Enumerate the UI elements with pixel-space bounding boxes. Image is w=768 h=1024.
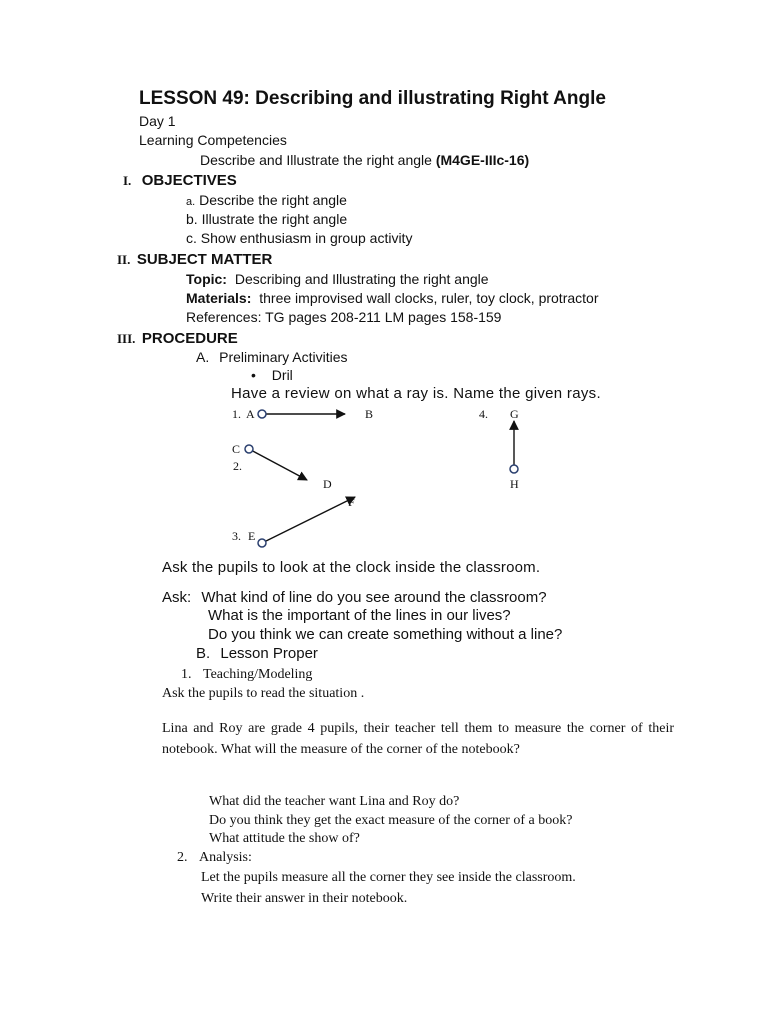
- follow-up-question: Do you think they get the exact measure of the corner of a book?: [209, 813, 573, 828]
- question-line: Do you think we can create something without a line?: [208, 626, 563, 643]
- point-label-a: A: [246, 407, 255, 421]
- objective-text: Describe the right angle: [199, 192, 347, 208]
- topic-label: Topic:: [186, 271, 227, 287]
- situation-prompt: Ask the pupils to read the situation .: [162, 686, 365, 701]
- ray-ef: [262, 497, 355, 543]
- clock-prompt: Ask the pupils to look at the clock inside the classroom.: [162, 559, 541, 576]
- objectives-numeral: I.: [123, 173, 132, 188]
- lesson-proper: [196, 645, 318, 662]
- teaching-number: 1.: [181, 667, 192, 682]
- lesson-title: LESSON 49: Describing and illustrating Right Angle: [139, 88, 606, 109]
- ray-label-1: 1.: [232, 407, 241, 421]
- preliminary-text: Preliminary Activities: [219, 349, 348, 365]
- procedure-title: PROCEDURE: [141, 330, 238, 347]
- question-line: What is the important of the lines in our lives?: [208, 607, 511, 624]
- procedure-numeral: III.: [117, 331, 136, 346]
- endpoint-e: [258, 539, 266, 547]
- ray-label-3: 3.: [232, 529, 241, 543]
- competency-text: Describe and Illustrate the right angle: [200, 152, 432, 168]
- day-label: Day 1: [139, 113, 176, 129]
- objective-marker: c.: [186, 230, 197, 246]
- endpoint-c: [245, 445, 253, 453]
- subject-matter-numeral: II.: [117, 252, 131, 267]
- learning-competencies-heading: Learning Competencies: [139, 132, 287, 148]
- analysis-number: 2.: [177, 850, 188, 865]
- follow-up-question: What attitude the show of?: [209, 831, 360, 846]
- point-label-e: E: [248, 529, 256, 543]
- analysis-line: Write their answer in their notebook.: [201, 891, 408, 906]
- analysis-heading: [177, 850, 252, 866]
- subject-matter-title: SUBJECT MATTER: [136, 251, 273, 268]
- ask-label: Ask:: [162, 589, 192, 606]
- drill-bullet: •: [251, 367, 256, 383]
- situation-paragraph: Lina and Roy are grade 4 pupils, their teacher tell them to measure the corner of their notebook. What will the measure of the corner of the notebook?: [162, 721, 674, 757]
- endpoint-h: [510, 465, 518, 473]
- materials-text: three improvised wall clocks, ruler, toy clock, protractor: [259, 290, 599, 306]
- analysis-text: Analysis:: [199, 850, 252, 865]
- objective-marker: b.: [186, 211, 198, 227]
- drill-text: Dril: [271, 367, 293, 383]
- ray-label-4: 4.: [479, 407, 488, 421]
- point-label-d: D: [323, 477, 332, 491]
- preliminary-letter: A.: [196, 349, 210, 365]
- teaching-text: Teaching/Modeling: [203, 667, 313, 682]
- teaching-modeling: [181, 667, 312, 683]
- point-label-h: H: [510, 477, 519, 491]
- point-label-f: F: [348, 495, 355, 509]
- drill-instruction: Have a review on what a ray is. Name the given rays.: [231, 385, 601, 402]
- question-line: [162, 589, 547, 606]
- lesson-letter: B.: [196, 645, 211, 662]
- competency-code: (M4GE-IIIc-16): [435, 152, 530, 168]
- materials-label: Materials:: [186, 290, 252, 306]
- topic-text: Describing and Illustrating the right angle: [234, 271, 489, 287]
- endpoint-a: [258, 410, 266, 418]
- objectives-title: OBJECTIVES: [141, 172, 237, 189]
- point-label-b: B: [365, 407, 374, 421]
- question-text: What kind of line do you see around the classroom?: [201, 589, 547, 606]
- point-label-g: G: [510, 407, 519, 421]
- point-label-c: C: [232, 442, 241, 456]
- objective-marker: a.: [186, 196, 196, 208]
- analysis-line: Let the pupils measure all the corner they see inside the classroom.: [201, 870, 576, 885]
- objective-text: Illustrate the right angle: [201, 211, 348, 227]
- ray-label-2: 2.: [233, 459, 242, 473]
- lesson-proper-text: Lesson Proper: [220, 645, 318, 662]
- follow-up-question: What did the teacher want Lina and Roy do?: [209, 794, 460, 809]
- objective-text: Show enthusiasm in group activity: [200, 230, 413, 246]
- references-line: References: TG pages 208-211 LM pages 158-159: [186, 309, 502, 325]
- ray-cd: [249, 449, 307, 480]
